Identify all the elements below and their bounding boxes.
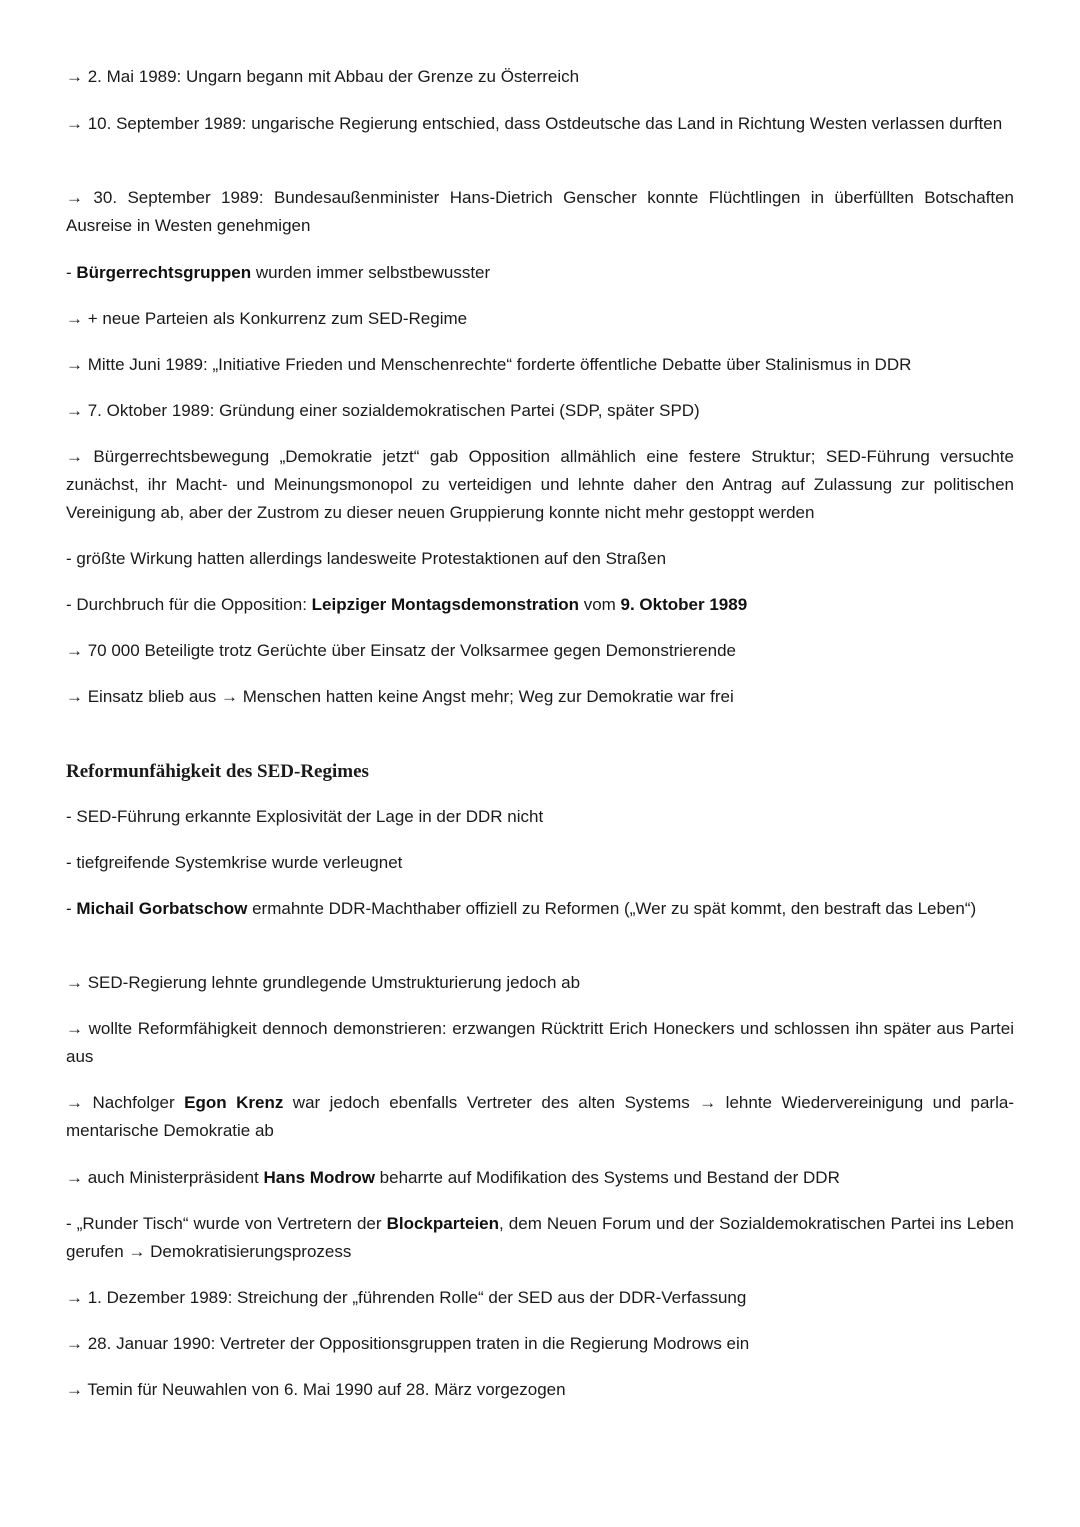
paragraph-text: → 70 000 Beteiligte trotz Gerüchte über Einsatz der Volksarmee gegen Demonstrierende [66,641,736,660]
paragraph [66,397,1014,425]
paragraph [66,1164,1014,1192]
paragraph-text: → 10. September 1989: ungarische Regierung entschied, dass Ostdeutsche das Land in Richtung Westen verlassen durften [66,114,1003,133]
paragraph [66,803,1014,831]
paragraph-text: - [66,263,77,282]
paragraph-text: - tiefgreifende Systemkrise wurde verleugnet [66,853,403,872]
bold-term: Leipziger Montagsdemonstration [311,595,579,614]
bold-term: Blockparteien [386,1214,500,1233]
paragraph-text: , dem Neuen Forum und der Sozialdemokratischen Partei ins Leben gerufen → Demokratisierungsprozess [66,1214,1014,1261]
paragraph-text: → Nachfolger [66,1093,185,1112]
bold-term: Bürgerrechtsgruppen [76,263,252,282]
bold-term: Egon Krenz [184,1093,284,1112]
paragraph-text: vom [578,595,621,614]
paragraph-text: - SED-Führung erkannte Explosivität der Lage in der DDR nicht [66,807,544,826]
paragraph-text: → wollte Reformfähigkeit dennoch demonstrieren: erzwangen Rücktritt Erich Honeckers und schlossen ihn später aus Partei aus [66,1019,1014,1066]
paragraph-text: → auch Ministerpräsident [66,1168,264,1187]
paragraph-text: - Durchbruch für die Opposition: [66,595,312,614]
paragraph-text: ermahnte DDR-Machthaber offiziell zu Reformen („Wer zu spät kommt, den bestraft das Leben“) [247,899,977,918]
paragraph [66,545,1014,573]
paragraph [66,443,1014,527]
paragraph [66,1210,1014,1266]
paragraph-text: - größte Wirkung hatten allerdings landesweite Protestaktionen auf den Straßen [66,549,667,568]
paragraph [66,1284,1014,1312]
paragraph [66,184,1014,240]
bold-term: Hans Modrow [263,1168,375,1187]
bold-term: Michail Gorbatschow [76,899,248,918]
paragraph [66,63,1014,91]
paragraph [66,351,1014,379]
paragraph [66,1376,1014,1404]
paragraph [66,110,1014,138]
paragraph [66,591,1014,619]
paragraph-text: → 2. Mai 1989: Ungarn begann mit Abbau der Grenze zu Österreich [66,67,580,86]
paragraph-text: → + neue Parteien als Konkurrenz zum SED-Regime [66,309,468,328]
paragraph-text: → Temin für Neuwahlen von 6. Mai 1990 auf 28. März vorgezogen [66,1380,566,1399]
paragraph [66,1015,1014,1071]
paragraph-text: → 30. September 1989: Bundesaußenminister Hans-Dietrich Genscher konnte Flüchtlingen in überfüllten Botschaften Ausreise in Westen genehmigen [66,188,1014,235]
paragraph [66,259,1014,287]
paragraph-text: → Mitte Juni 1989: „Initiative Frieden und Menschenrechte“ forderte öffentliche Debatte über Stalinismus in DDR [66,355,912,374]
paragraph [66,969,1014,997]
paragraph-text: - [66,899,77,918]
paragraph [66,849,1014,877]
bold-term: 9. Oktober 1989 [620,595,748,614]
paragraph [66,637,1014,665]
paragraph [66,683,1014,711]
paragraph-text: → 1. Dezember 1989: Streichung der „führenden Rolle“ der SED aus der DDR-Verfassung [66,1288,747,1307]
paragraph [66,305,1014,333]
paragraph-text: → Einsatz blieb aus → Menschen hatten keine Angst mehr; Weg zur Demokratie war frei [66,687,734,706]
paragraph [66,1330,1014,1358]
paragraph [66,895,1014,923]
paragraph-text: → 28. Januar 1990: Vertreter der Oppositionsgruppen traten in die Regierung Modrows ein [66,1334,750,1353]
paragraph-text: → 7. Oktober 1989: Gründung einer sozialdemokratischen Partei (SDP, später SPD) [66,401,700,420]
section-heading: Reformunfähigkeit des SED-Regimes [66,761,369,782]
paragraph-text: - „Runder Tisch“ wurde von Vertretern der [66,1214,387,1233]
paragraph-text: war jedoch ebenfalls Vertreter des alten Systems → lehnte Wiedervereinigung und parlamentarische Demokratie ab [66,1093,1014,1140]
paragraph-text: beharrte auf Modifikation des Systems und Bestand der DDR [374,1168,840,1187]
paragraph-text: → Bürgerrechtsbewegung „Demokratie jetzt“ gab Opposition allmählich eine festere Struktur; SED-Führung versuchte zunächst, ihr Macht- und Meinungsmonopol zu verteidigen und lehnte daher den Antrag auf Zulassung zur politischen Vereinigung ab, aber der Zustrom zu dieser neuen Gruppierung konnte nicht mehr gestoppt werden [66,447,1014,522]
paragraph-text: wurden immer selbstbewusster [251,263,491,282]
paragraph-text: → SED-Regierung lehnte grundlegende Umstrukturierung jedoch ab [66,973,581,992]
paragraph [66,1089,1014,1145]
